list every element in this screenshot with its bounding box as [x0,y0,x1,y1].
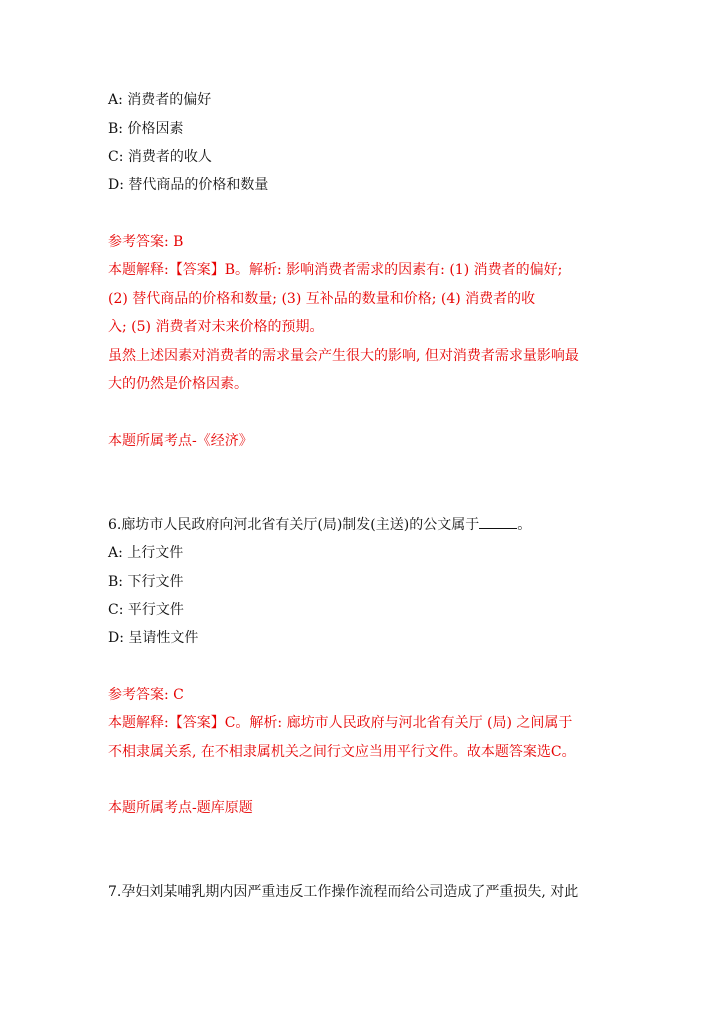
q7-question: 7.孕妇刘某哺乳期内因严重违反工作操作流程而给公司造成了严重损失, 对此 [108,884,579,900]
q5-option-c: C: 消费者的收人 [108,149,212,165]
q5-topic: 本题所属考点-《经济》 [108,433,253,449]
q6-topic: 本题所属考点-题库原题 [108,800,253,816]
q5-option-d: D: 替代商品的价格和数量 [108,177,269,193]
q6-option-b: B: 下行文件 [108,574,184,590]
q6-question-end: 。 [517,517,532,533]
q6-option-d: D: 呈请性文件 [108,630,199,646]
q5-explanation-line: (2) 替代商品的价格和数量; (3) 互补品的数量和价格; (4) 消费者的收 [108,291,536,307]
q6-question-text: 6.廊坊市人民政府向河北省有关厅(局)制发(主送)的公文属于 [108,517,480,533]
q6-option-a: A: 上行文件 [108,545,184,561]
q5-option-a: A: 消费者的偏好 [108,92,212,108]
q5-explanation-line: 大的仍然是价格因素。 [108,376,248,392]
answer-blank [479,516,517,529]
q5-option-b: B: 价格因素 [108,121,184,137]
q6-explanation-line: 本题解释:【答案】C。解析: 廊坊市人民政府与河北省有关厅 (局) 之间属于 [108,715,573,731]
q6-answer: 参考答案: C [108,687,184,703]
q5-explanation-line: 入; (5) 消费者对未来价格的预期。 [108,319,324,335]
q5-explanation-line: 本题解释:【答案】B。解析: 影响消费者需求的因素有: (1) 消费者的偏好; [108,262,563,278]
q6-explanation-line: 不相隶属关系, 在不相隶属机关之间行文应当用平行文件。故本题答案选C。 [108,744,576,760]
q5-explanation-line: 虽然上述因素对消费者的需求量会产生很大的影响, 但对消费者需求量影响最 [108,348,579,364]
q6-option-c: C: 平行文件 [108,602,184,618]
q6-question [108,515,531,535]
q5-answer: 参考答案: B [108,234,184,250]
